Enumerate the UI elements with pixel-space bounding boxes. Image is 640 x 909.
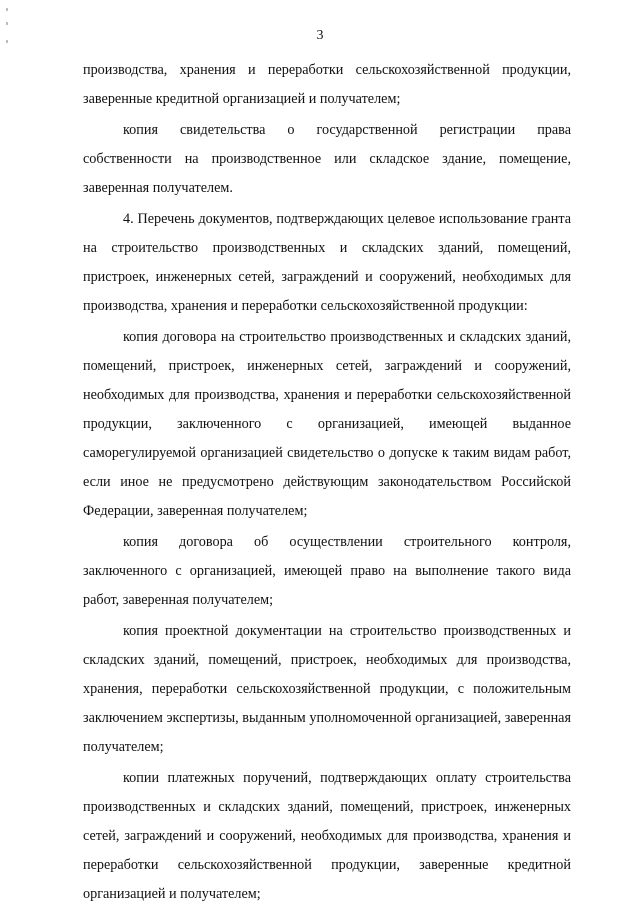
page-number: 3 (316, 28, 324, 43)
paragraph-payment-orders-copy: копии платежных поручений, подтверждающих оплату строительства производственных и складских зданий, помещений, пристроек, инженерных сетей, заграждений и сооружений, необходимых для производства, хранения и переработки сельскохозяйственной продукции, заверенные кредитной организацией и получателем; (83, 770, 571, 902)
paragraph-continuation: производства, хранения и переработки сельскохозяйственной продукции, заверенные кредитной организацией и получателем; (83, 62, 571, 107)
paragraph-project-documentation-copy: копия проектной документации на строительство производственных и складских зданий, помещений, пристроек, необходимых для производства, хранения, переработки сельскохозяйственной продукции, с положительным заключением экспертизы, выданным уполномоченной организацией, заверенная получателем; (83, 623, 571, 755)
paragraph-item-4: 4. Перечень документов, подтверждающих целевое использование гранта на строительство производственных и складских зданий, помещений, пристроек, инженерных сетей, заграждений и сооружений, необходимых для производства, хранения и переработки сельскохозяйственной продукции: (83, 211, 571, 314)
paragraph-contract-copy: копия договора на строительство производственных и складских зданий, помещений, пристроек, инженерных сетей, заграждений и сооружений, необходимых для производства, хранения и переработки сельскохозяйственной продукции, заключенного с организацией, имеющей выданное саморегулируемой организацией свидетельство о допуске к таким видам работ, если иное не предусмотрено действующим законодательством Российской Федерации, заверенная получателем; (83, 329, 571, 519)
scan-margin-mark (6, 22, 8, 25)
paragraph-construction-control-copy: копия договора об осуществлении строительного контроля, заключенного с организацией, имеющей право на выполнение такого вида работ, заверенная получателем; (83, 534, 571, 608)
scan-margin-mark (6, 8, 8, 11)
document-body (83, 56, 571, 909)
paragraph-certificate-copy: копия свидетельства о государственной регистрации права собственности на производственное или складское здание, помещение, заверенная получателем. (83, 122, 571, 196)
